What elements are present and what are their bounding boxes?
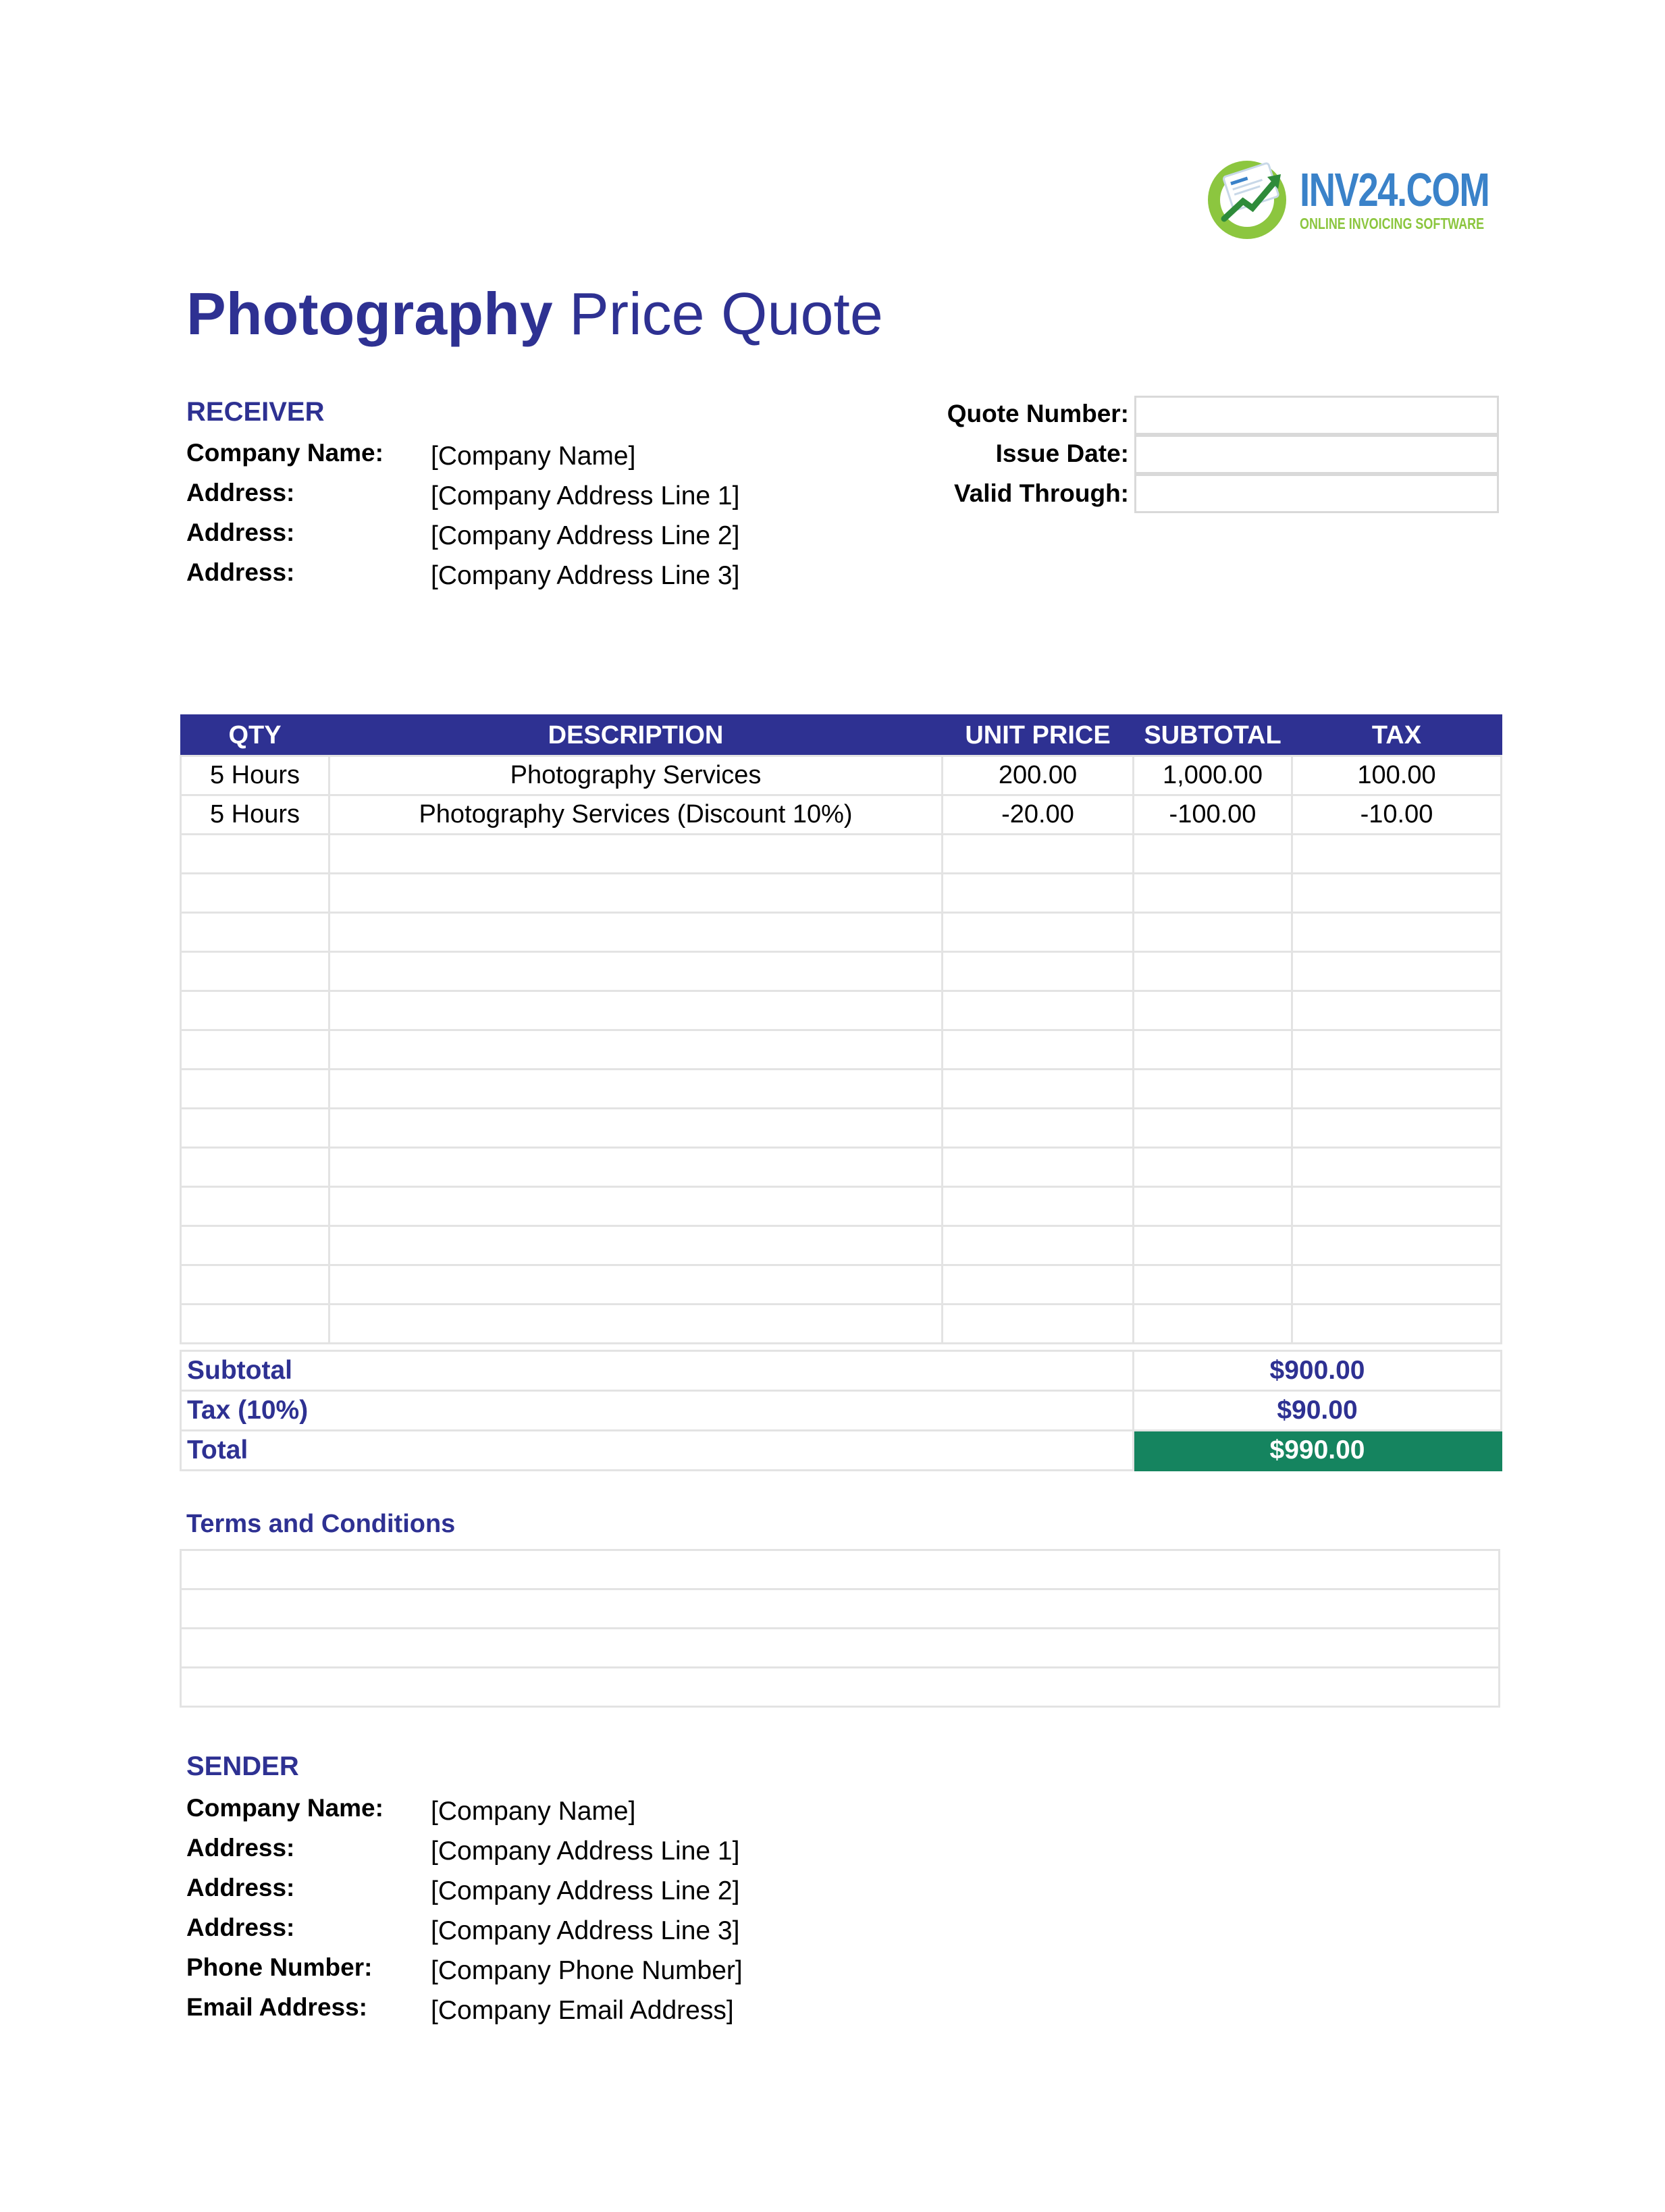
sender-value: [Company Address Line 1] (431, 1837, 740, 1866)
tax-label: Tax (10%) (181, 1391, 1134, 1431)
cell-unit-price[interactable] (943, 1226, 1134, 1265)
cell-description[interactable] (329, 1070, 943, 1109)
valid-through-field[interactable] (1134, 474, 1499, 513)
cell-description[interactable] (329, 1030, 943, 1070)
table-row (181, 1148, 1502, 1187)
cell-tax[interactable] (1292, 1148, 1502, 1187)
cell-description[interactable] (329, 1148, 943, 1187)
cell-tax[interactable] (1292, 1109, 1502, 1148)
cell-qty[interactable] (181, 952, 329, 991)
logo-tagline: ONLINE INVOICING SOFTWARE (1300, 215, 1485, 232)
cell-qty[interactable]: 5 Hours (181, 795, 329, 835)
receiver-label: Address: (186, 558, 295, 586)
cell-unit-price[interactable]: -20.00 (943, 795, 1134, 835)
cell-unit-price[interactable] (943, 952, 1134, 991)
receiver-heading: RECEIVER (186, 397, 325, 427)
table-row (181, 874, 1502, 913)
cell-description[interactable] (329, 835, 943, 874)
cell-subtotal[interactable] (1134, 1070, 1292, 1109)
quote-number-field[interactable] (1134, 396, 1499, 435)
cell-tax[interactable] (1292, 1070, 1502, 1109)
cell-tax[interactable] (1292, 952, 1502, 991)
cell-description[interactable]: Photography Services (329, 756, 943, 795)
header-description: DESCRIPTION (329, 715, 943, 756)
cell-description[interactable] (329, 952, 943, 991)
cell-subtotal[interactable] (1134, 874, 1292, 913)
cell-qty[interactable] (181, 1070, 329, 1109)
company-logo (1205, 154, 1489, 242)
cell-tax[interactable] (1292, 1030, 1502, 1070)
cell-subtotal[interactable] (1134, 1305, 1292, 1344)
cell-description[interactable] (329, 913, 943, 952)
cell-qty[interactable] (181, 913, 329, 952)
cell-qty[interactable] (181, 835, 329, 874)
cell-tax[interactable] (1292, 874, 1502, 913)
cell-tax[interactable] (1292, 835, 1502, 874)
cell-subtotal[interactable] (1134, 1187, 1292, 1226)
cell-description[interactable] (329, 1187, 943, 1226)
terms-line[interactable] (181, 1550, 1500, 1589)
receiver-value: [Company Address Line 2] (431, 521, 740, 550)
cell-qty[interactable] (181, 1226, 329, 1265)
terms-line[interactable] (181, 1589, 1500, 1629)
cell-tax[interactable] (1292, 991, 1502, 1030)
cell-qty[interactable] (181, 1305, 329, 1344)
cell-tax[interactable]: 100.00 (1292, 756, 1502, 795)
cell-tax[interactable]: -10.00 (1292, 795, 1502, 835)
table-row (181, 952, 1502, 991)
table-row (181, 1030, 1502, 1070)
cell-subtotal[interactable] (1134, 1265, 1292, 1305)
page-title (186, 277, 883, 351)
valid-through-label: Valid Through: (954, 479, 1129, 507)
title-bold: Photography (186, 280, 553, 347)
logo-emblem-icon (1205, 154, 1293, 242)
cell-subtotal[interactable] (1134, 1030, 1292, 1070)
cell-description[interactable] (329, 874, 943, 913)
table-row (181, 835, 1502, 874)
table-row (181, 991, 1502, 1030)
table-row (181, 1187, 1502, 1226)
terms-line[interactable] (181, 1629, 1500, 1668)
total-row (181, 1431, 1502, 1471)
sender-label: Company Name: (186, 1794, 384, 1822)
receiver-label: Company Name: (186, 439, 384, 467)
table-row (181, 756, 1502, 795)
sender-label: Phone Number: (186, 1953, 373, 1981)
cell-tax[interactable] (1292, 1265, 1502, 1305)
title-rest: Price Quote (552, 280, 883, 347)
cell-unit-price[interactable] (943, 1109, 1134, 1148)
header-unit-price: UNIT PRICE (943, 715, 1134, 756)
receiver-value: [Company Address Line 3] (431, 561, 740, 590)
receiver-value: [Company Address Line 1] (431, 481, 740, 510)
cell-unit-price[interactable] (943, 1030, 1134, 1070)
cell-description[interactable]: Photography Services (Discount 10%) (329, 795, 943, 835)
cell-subtotal[interactable] (1134, 952, 1292, 991)
quote-number-label: Quote Number: (947, 400, 1129, 427)
cell-unit-price[interactable] (943, 1265, 1134, 1305)
cell-subtotal[interactable] (1134, 991, 1292, 1030)
terms-table (180, 1549, 1500, 1708)
tax-value: $90.00 (1134, 1391, 1502, 1431)
total-value: $990.00 (1134, 1431, 1502, 1471)
sender-label: Address: (186, 1874, 295, 1901)
cell-subtotal[interactable]: -100.00 (1134, 795, 1292, 835)
sender-label: Address: (186, 1834, 295, 1862)
logo-name: INV24.COM (1300, 163, 1489, 216)
total-label: Total (181, 1431, 1134, 1471)
header-subtotal: SUBTOTAL (1134, 715, 1292, 756)
cell-description[interactable] (329, 1226, 943, 1265)
cell-qty[interactable] (181, 1187, 329, 1226)
cell-unit-price[interactable] (943, 1187, 1134, 1226)
sender-value: [Company Name] (431, 1797, 636, 1826)
cell-qty[interactable] (181, 1030, 329, 1070)
cell-qty[interactable] (181, 1109, 329, 1148)
sender-label: Address: (186, 1914, 295, 1941)
cell-qty[interactable] (181, 874, 329, 913)
cell-unit-price[interactable] (943, 1305, 1134, 1344)
receiver-value: [Company Name] (431, 442, 636, 471)
cell-description[interactable] (329, 1109, 943, 1148)
table-row (181, 1265, 1502, 1305)
table-row (181, 1109, 1502, 1148)
cell-description[interactable] (329, 1265, 943, 1305)
subtotal-label: Subtotal (181, 1351, 1134, 1391)
cell-subtotal[interactable] (1134, 913, 1292, 952)
cell-unit-price[interactable] (943, 991, 1134, 1030)
sender-value: [Company Address Line 3] (431, 1916, 740, 1945)
cell-qty[interactable] (181, 1148, 329, 1187)
cell-description[interactable] (329, 1305, 943, 1344)
table-row (181, 1226, 1502, 1265)
table-row (181, 1070, 1502, 1109)
sender-value: [Company Address Line 2] (431, 1876, 740, 1905)
items-header-row (181, 715, 1502, 756)
terms-line[interactable] (181, 1668, 1500, 1707)
cell-qty[interactable] (181, 991, 329, 1030)
totals-table (180, 1350, 1502, 1471)
subtotal-row (181, 1351, 1502, 1391)
cell-tax[interactable] (1292, 1187, 1502, 1226)
cell-unit-price[interactable] (943, 1070, 1134, 1109)
cell-description[interactable] (329, 991, 943, 1030)
cell-unit-price[interactable] (943, 835, 1134, 874)
cell-tax[interactable] (1292, 1226, 1502, 1265)
cell-subtotal[interactable] (1134, 1226, 1292, 1265)
cell-tax[interactable] (1292, 913, 1502, 952)
sender-heading: SENDER (186, 1752, 299, 1781)
cell-subtotal[interactable] (1134, 1109, 1292, 1148)
table-row (181, 1305, 1502, 1344)
table-row (181, 795, 1502, 835)
receiver-label: Address: (186, 479, 295, 506)
cell-tax[interactable] (1292, 1305, 1502, 1344)
table-row (181, 913, 1502, 952)
tax-row (181, 1391, 1502, 1431)
sender-value: [Company Email Address] (431, 1996, 734, 2025)
header-tax: TAX (1292, 715, 1502, 756)
items-table (180, 714, 1502, 1344)
cell-subtotal[interactable] (1134, 835, 1292, 874)
terms-heading: Terms and Conditions (186, 1510, 456, 1538)
subtotal-value: $900.00 (1134, 1351, 1502, 1391)
receiver-label: Address: (186, 519, 295, 546)
issue-date-field[interactable] (1134, 435, 1499, 474)
issue-date-label: Issue Date: (995, 440, 1129, 467)
cell-subtotal[interactable]: 1,000.00 (1134, 756, 1292, 795)
cell-qty[interactable] (181, 1265, 329, 1305)
cell-unit-price[interactable]: 200.00 (943, 756, 1134, 795)
cell-unit-price[interactable] (943, 874, 1134, 913)
cell-subtotal[interactable] (1134, 1148, 1292, 1187)
header-qty: QTY (181, 715, 329, 756)
sender-label: Email Address: (186, 1993, 367, 2021)
cell-unit-price[interactable] (943, 1148, 1134, 1187)
sender-value: [Company Phone Number] (431, 1956, 743, 1985)
cell-unit-price[interactable] (943, 913, 1134, 952)
cell-qty[interactable]: 5 Hours (181, 756, 329, 795)
